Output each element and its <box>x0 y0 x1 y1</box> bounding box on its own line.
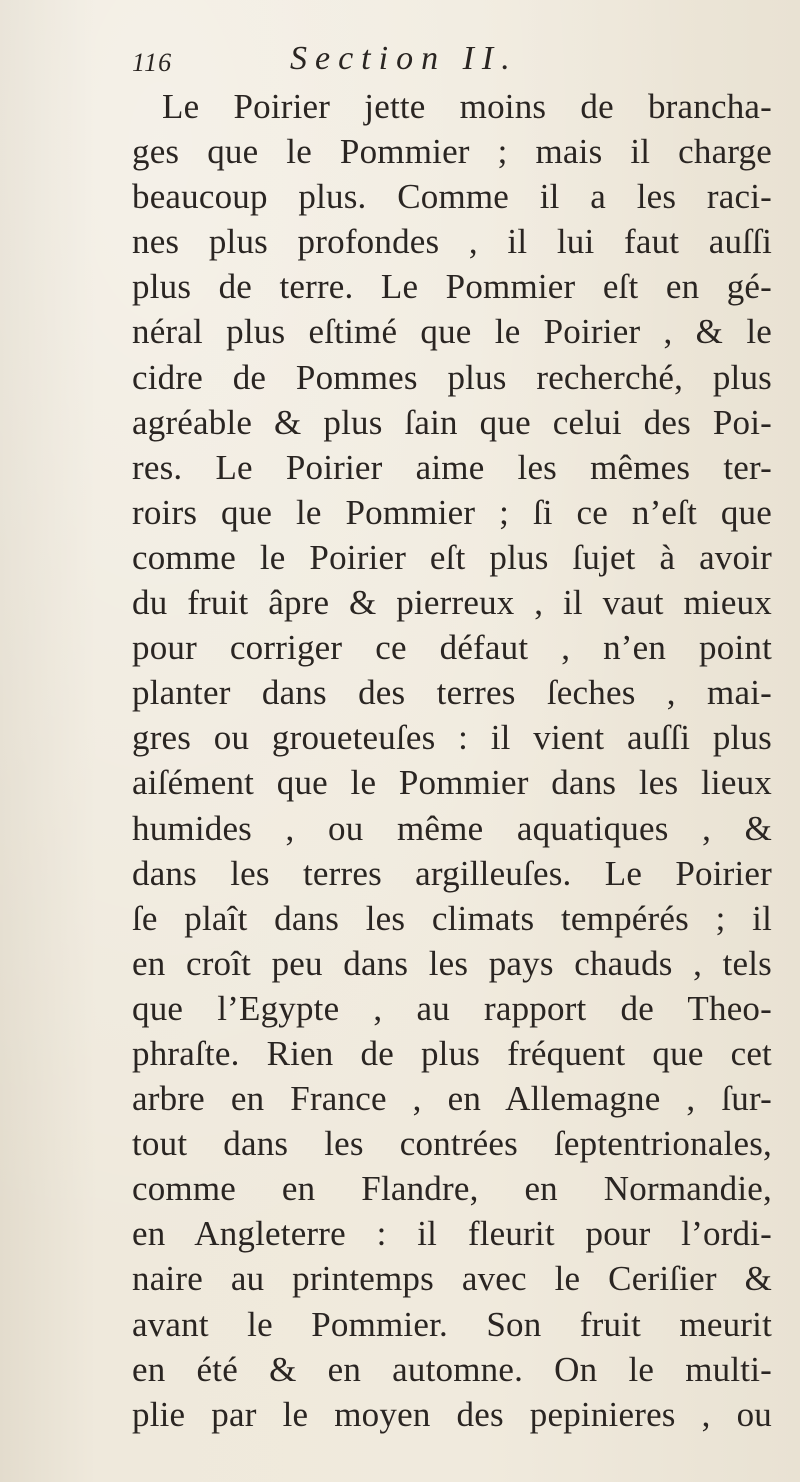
text-line: ges que le Pommier ; mais il charge <box>132 132 772 172</box>
text-line: plus de terre. Le Pommier eſt en gé- <box>132 267 772 307</box>
text-line: Le Poirier jette moins de brancha- <box>162 87 772 126</box>
text-line: beaucoup plus. Comme il a les raci- <box>132 177 772 217</box>
text-line: avant le Pommier. Son fruit meurit <box>132 1304 772 1344</box>
text-line: cidre de Pommes plus recherché, plus <box>132 357 772 397</box>
text-line: nes plus profondes , il lui faut auſſi <box>132 222 772 262</box>
text-line: agréable & plus ſain que celui des Poi- <box>132 402 772 442</box>
running-head: Section II. <box>290 40 518 77</box>
text-line: ſe plaît dans les climats tempérés ; il <box>132 898 772 938</box>
text-line: arbre en France , en Allemagne , ſur- <box>132 1079 772 1119</box>
text-line: roirs que le Pommier ; ſi ce n’eſt que <box>132 492 772 532</box>
text-line: humides , ou même aquatiques , & <box>132 808 772 848</box>
text-line: aiſément que le Pommier dans les lieux <box>132 763 772 803</box>
text-line: planter dans des terres ſeches , mai- <box>132 673 772 713</box>
text-line: pour corriger ce défaut , n’en point <box>132 628 772 668</box>
text-line: phraſte. Rien de plus fréquent que cet <box>132 1033 772 1073</box>
text-line: du fruit âpre & pierreux , il vaut mieux <box>132 583 772 623</box>
text-line: néral plus eſtimé que le Poirier , & le <box>132 312 772 352</box>
text-line: comme en Flandre, en Normandie, <box>132 1169 772 1209</box>
text-line: en croît peu dans les pays chauds , tels <box>132 943 772 983</box>
text-line: gres ou groueteuſes : il vient auſſi plus <box>132 718 772 758</box>
text-line: en Angleterre : il fleurit pour l’ordi- <box>132 1214 772 1254</box>
text-line: tout dans les contrées ſeptentrionales, <box>132 1124 772 1164</box>
text-line: que l’Egypte , au rapport de Theo- <box>132 988 772 1028</box>
text-line: dans les terres argilleuſes. Le Poirier <box>132 853 772 893</box>
text-line: naire au printemps avec le Ceriſier & <box>132 1259 772 1299</box>
text-line: comme le Poirier eſt plus ſujet à avoir <box>132 537 772 577</box>
text-line: plie par le moyen des pepinieres , ou <box>132 1394 772 1434</box>
page-header <box>132 40 772 84</box>
body-paragraph <box>132 84 772 1437</box>
text-line: en été & en automne. On le multi- <box>132 1349 772 1389</box>
text-line: res. Le Poirier aime les mêmes ter- <box>132 447 772 487</box>
page-number: 116 <box>132 48 173 77</box>
